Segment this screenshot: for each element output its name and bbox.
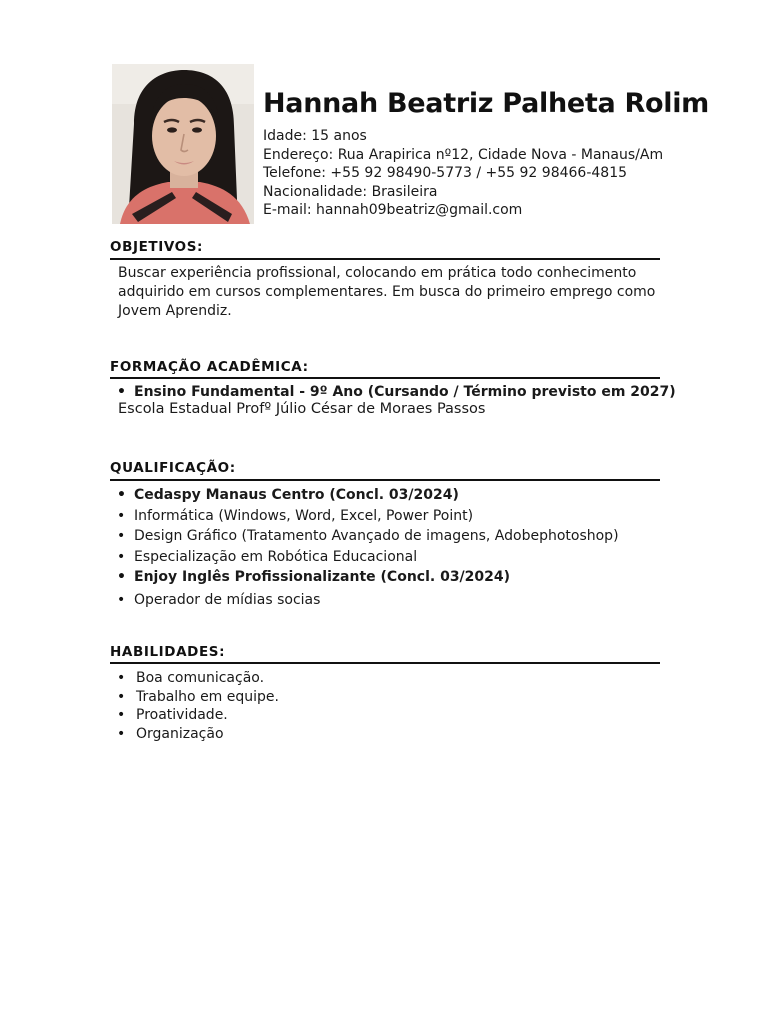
list-item: • Enjoy Inglês Profissionalizante (Concl. 03/2024) bbox=[117, 567, 619, 588]
qualificacao-title: QUALIFICAÇÃO: bbox=[110, 460, 236, 476]
habilidades-list bbox=[117, 669, 279, 743]
objetivos-divider bbox=[110, 258, 660, 260]
list-item: • Especialização em Robótica Educacional bbox=[117, 547, 619, 568]
habilidades-title: HABILIDADES: bbox=[110, 644, 226, 660]
qualificacao-divider bbox=[110, 479, 660, 481]
objetivos-title: OBJETIVOS: bbox=[110, 239, 204, 255]
list-item: • Ensino Fundamental - 9º Ano (Cursando / Término previsto em 2027) bbox=[117, 383, 676, 402]
list-item: • Organização bbox=[117, 725, 279, 744]
candidate-name: Hannah Beatriz Palheta Rolim bbox=[263, 88, 709, 119]
profile-photo bbox=[112, 64, 254, 224]
list-item: • Trabalho em equipe. bbox=[117, 688, 279, 707]
nationality-line: Nacionalidade: Brasileira bbox=[263, 183, 438, 200]
list-item: • Operador de mídias socias bbox=[117, 590, 619, 611]
objetivos-text: Buscar experiência profissional, colocando em prática todo conhecimento adquirido em cursos complementares. Em busca do primeiro emprego como Jovem Aprendiz. bbox=[118, 265, 656, 319]
list-item: • Proatividade. bbox=[117, 706, 279, 725]
qualificacao-list bbox=[117, 485, 619, 610]
formacao-list bbox=[117, 383, 676, 402]
school-name: Escola Estadual Profº Júlio César de Moraes Passos bbox=[118, 401, 486, 417]
phone-line: Telefone: +55 92 98490-5773 / +55 92 98466-4815 bbox=[263, 165, 628, 181]
formacao-title: FORMAÇÃO ACADÊMICA: bbox=[110, 359, 309, 375]
email-line: E-mail: hannah09beatriz@gmail.com bbox=[263, 202, 523, 218]
age-line: Idade: 15 anos bbox=[263, 128, 367, 144]
address-line: Endereço: Rua Arapirica nº12, Cidade Nova - Manaus/Am bbox=[263, 146, 664, 163]
list-item: • Informática (Windows, Word, Excel, Power Point) bbox=[117, 506, 619, 527]
list-item: • Boa comunicação. bbox=[117, 669, 279, 688]
habilidades-divider bbox=[110, 662, 660, 664]
personal-info bbox=[263, 127, 663, 220]
list-item: • Cedaspy Manaus Centro (Concl. 03/2024) bbox=[117, 485, 619, 506]
portrait-image bbox=[112, 64, 254, 224]
formacao-divider bbox=[110, 377, 660, 379]
list-item: • Design Gráfico (Tratamento Avançado de imagens, Adobephotoshop) bbox=[117, 526, 619, 547]
